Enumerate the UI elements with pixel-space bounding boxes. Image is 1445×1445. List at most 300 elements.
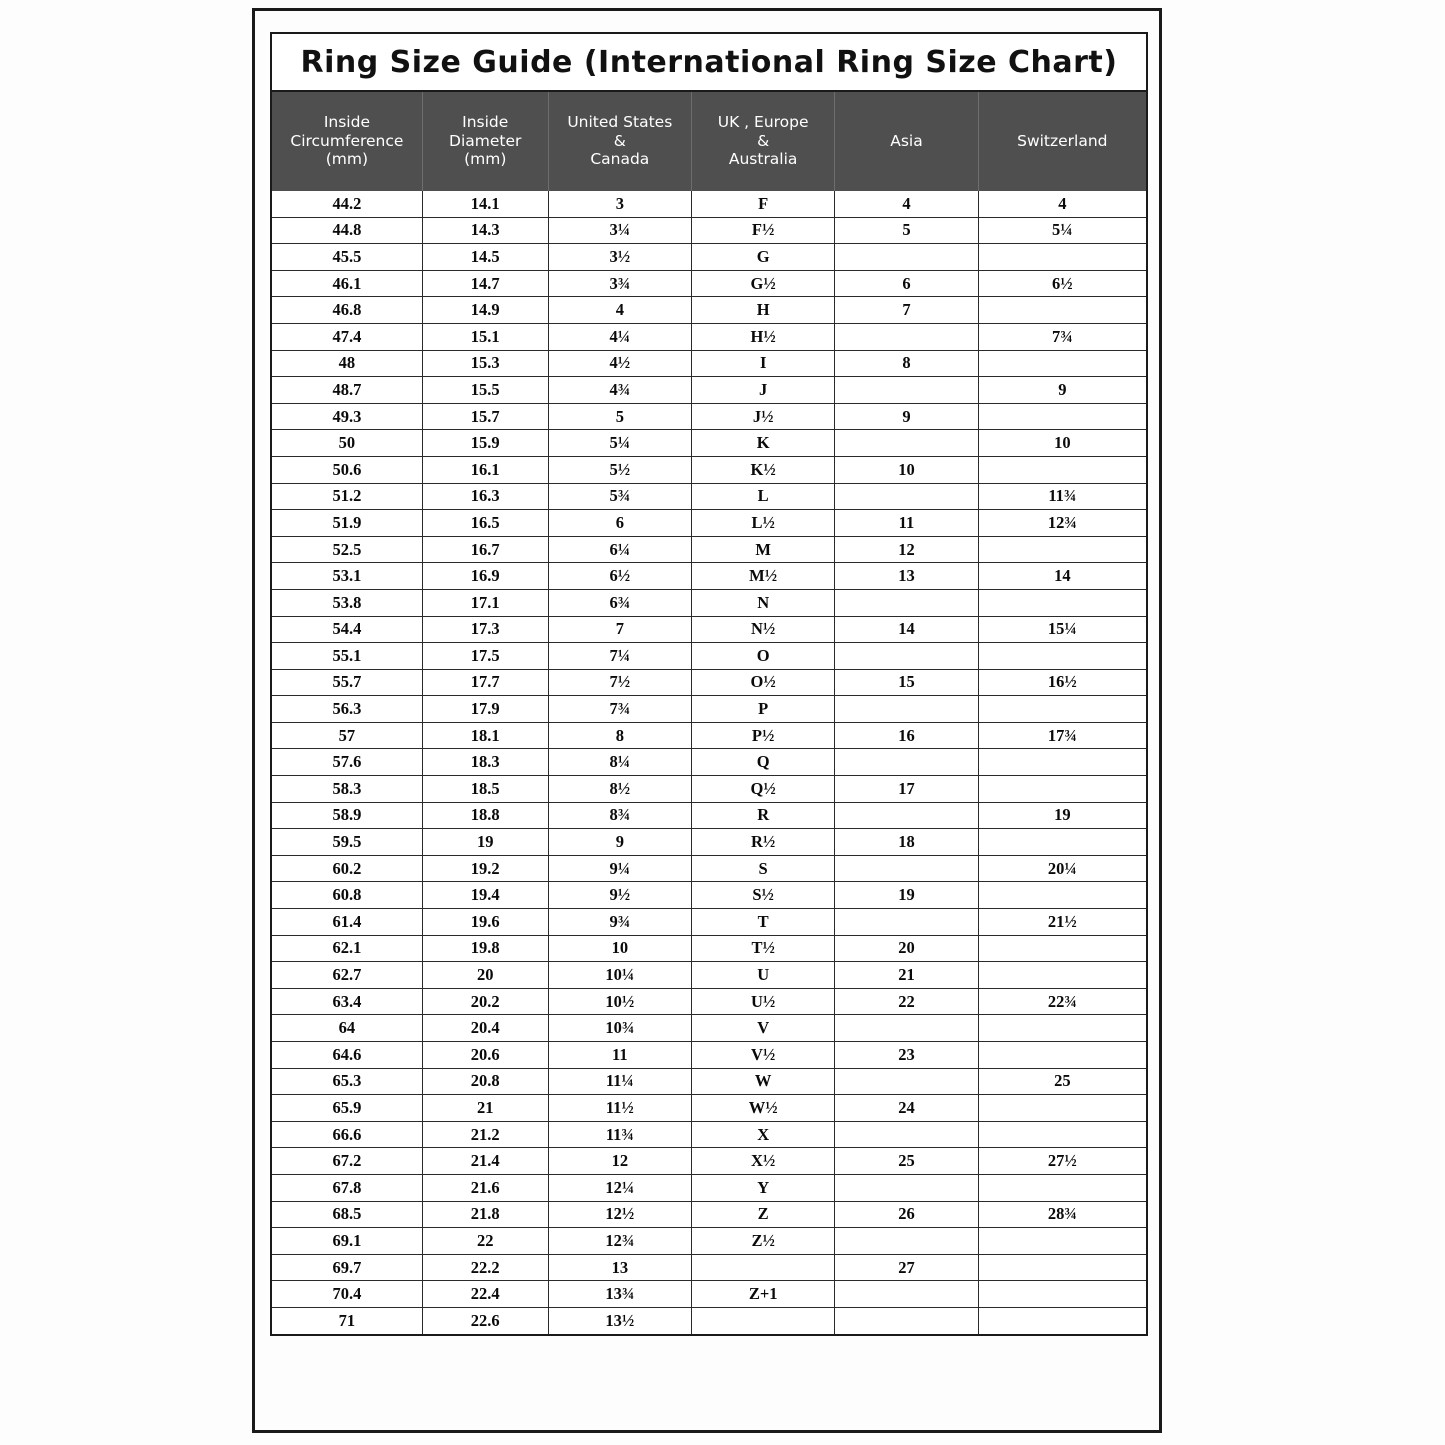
table-cell: J	[691, 377, 834, 404]
table-cell: Q½	[691, 776, 834, 803]
table-cell: 12	[548, 1148, 691, 1175]
table-cell: 6¼	[548, 536, 691, 563]
table-row	[272, 270, 1146, 297]
table-row	[272, 855, 1146, 882]
table-cell: I	[691, 350, 834, 377]
table-cell: 17.7	[422, 669, 548, 696]
table-cell	[978, 456, 1146, 483]
table-row	[272, 510, 1146, 537]
table-cell: S	[691, 855, 834, 882]
table-cell	[835, 1307, 978, 1333]
table-cell: 12¾	[548, 1228, 691, 1255]
table-cell: 4	[835, 191, 978, 217]
column-header-us-canada: United States & Canada	[548, 92, 691, 191]
table-cell: 7	[548, 616, 691, 643]
table-cell: W½	[691, 1095, 834, 1122]
table-row	[272, 589, 1146, 616]
table-cell	[835, 430, 978, 457]
table-cell	[978, 536, 1146, 563]
table-cell: 13¾	[548, 1281, 691, 1308]
table-cell	[835, 323, 978, 350]
table-cell: F½	[691, 217, 834, 244]
table-cell: O½	[691, 669, 834, 696]
table-cell: 9¾	[548, 909, 691, 936]
table-cell: 50	[272, 430, 422, 457]
table-cell: 57	[272, 722, 422, 749]
table-cell: R½	[691, 829, 834, 856]
table-cell: 63.4	[272, 988, 422, 1015]
table-cell: 7¾	[978, 323, 1146, 350]
ring-size-chart	[270, 32, 1148, 1336]
table-cell: R	[691, 802, 834, 829]
table-cell: 18.3	[422, 749, 548, 776]
table-cell: 14	[978, 563, 1146, 590]
column-header-inside-circumference: Inside Circumference (mm)	[272, 92, 422, 191]
table-row	[272, 882, 1146, 909]
table-row	[272, 669, 1146, 696]
table-cell: U	[691, 962, 834, 989]
table-row	[272, 377, 1146, 404]
table-cell	[835, 1228, 978, 1255]
table-cell: G	[691, 244, 834, 271]
table-cell: 67.2	[272, 1148, 422, 1175]
table-cell	[978, 696, 1146, 723]
table-cell: 18.8	[422, 802, 548, 829]
table-cell: 4¼	[548, 323, 691, 350]
table-cell: 20.6	[422, 1042, 548, 1069]
table-cell	[978, 1174, 1146, 1201]
table-cell: 15.3	[422, 350, 548, 377]
table-cell: 13½	[548, 1307, 691, 1333]
table-row	[272, 643, 1146, 670]
table-cell: 16.9	[422, 563, 548, 590]
table-cell: 12	[835, 536, 978, 563]
table-cell: X	[691, 1121, 834, 1148]
table-cell: 8¼	[548, 749, 691, 776]
table-row	[272, 1307, 1146, 1333]
table-cell: 15	[835, 669, 978, 696]
table-cell: 17¾	[978, 722, 1146, 749]
table-cell	[978, 350, 1146, 377]
table-cell: 11	[835, 510, 978, 537]
table-cell: 21.2	[422, 1121, 548, 1148]
table-cell	[835, 244, 978, 271]
table-cell: 19.8	[422, 935, 548, 962]
table-cell: 21.6	[422, 1174, 548, 1201]
table-cell: 67.8	[272, 1174, 422, 1201]
table-cell: 19	[978, 802, 1146, 829]
table-cell: M	[691, 536, 834, 563]
table-cell	[835, 855, 978, 882]
table-cell: 23	[835, 1042, 978, 1069]
table-cell: 9½	[548, 882, 691, 909]
table-cell	[978, 935, 1146, 962]
table-cell	[978, 829, 1146, 856]
page-border-left	[252, 8, 255, 1433]
table-cell: Q	[691, 749, 834, 776]
table-cell: 15.7	[422, 403, 548, 430]
table-cell: 20.2	[422, 988, 548, 1015]
table-cell: 53.8	[272, 589, 422, 616]
table-cell: 10	[548, 935, 691, 962]
table-cell: Z	[691, 1201, 834, 1228]
table-cell: 66.6	[272, 1121, 422, 1148]
table-cell: 9¼	[548, 855, 691, 882]
table-cell: 19.4	[422, 882, 548, 909]
table-cell: 7¼	[548, 643, 691, 670]
table-cell: S½	[691, 882, 834, 909]
table-cell: 22.2	[422, 1254, 548, 1281]
table-cell: 16	[835, 722, 978, 749]
table-row	[272, 191, 1146, 217]
table-cell	[978, 776, 1146, 803]
table-cell: 51.2	[272, 483, 422, 510]
table-cell: F	[691, 191, 834, 217]
table-row	[272, 1121, 1146, 1148]
table-cell	[835, 1068, 978, 1095]
table-cell: 22¾	[978, 988, 1146, 1015]
table-cell: 7½	[548, 669, 691, 696]
table-cell: 17	[835, 776, 978, 803]
table-cell: 62.7	[272, 962, 422, 989]
table-row	[272, 1254, 1146, 1281]
table-cell: 3½	[548, 244, 691, 271]
table-cell: N½	[691, 616, 834, 643]
table-cell: 19	[422, 829, 548, 856]
page-border-right	[1159, 8, 1162, 1433]
table-cell: 15.9	[422, 430, 548, 457]
table-cell: Y	[691, 1174, 834, 1201]
table-cell: 55.1	[272, 643, 422, 670]
table-cell: 5	[548, 403, 691, 430]
table-row	[272, 1228, 1146, 1255]
table-cell: 16.5	[422, 510, 548, 537]
table-cell: 16½	[978, 669, 1146, 696]
table-cell: 27½	[978, 1148, 1146, 1175]
table-row	[272, 829, 1146, 856]
table-cell: P½	[691, 722, 834, 749]
table-cell: 17.9	[422, 696, 548, 723]
table-cell: 20.8	[422, 1068, 548, 1095]
table-row	[272, 350, 1146, 377]
table-cell: 55.7	[272, 669, 422, 696]
table-cell: 50.6	[272, 456, 422, 483]
table-row	[272, 1068, 1146, 1095]
table-cell: 60.2	[272, 855, 422, 882]
table-row	[272, 244, 1146, 271]
table-cell: 69.7	[272, 1254, 422, 1281]
table-row	[272, 802, 1146, 829]
table-cell: 47.4	[272, 323, 422, 350]
table-cell: 11	[548, 1042, 691, 1069]
table-row	[272, 749, 1146, 776]
table-row	[272, 403, 1146, 430]
table-cell	[978, 1095, 1146, 1122]
table-cell: 10½	[548, 988, 691, 1015]
table-cell: 7	[835, 297, 978, 324]
table-body	[272, 191, 1146, 1334]
table-cell: 9	[835, 403, 978, 430]
table-cell: 64	[272, 1015, 422, 1042]
page-title: Ring Size Guide (International Ring Size Chart)	[272, 34, 1146, 92]
table-cell: 4½	[548, 350, 691, 377]
table-cell	[835, 1121, 978, 1148]
table-cell: H	[691, 297, 834, 324]
table-cell: J½	[691, 403, 834, 430]
table-cell: 8	[835, 350, 978, 377]
table-cell: 26	[835, 1201, 978, 1228]
table-cell	[835, 909, 978, 936]
table-cell: 14.5	[422, 244, 548, 271]
table-cell: 60.8	[272, 882, 422, 909]
table-cell: M½	[691, 563, 834, 590]
table-cell: 53.1	[272, 563, 422, 590]
table-cell: 64.6	[272, 1042, 422, 1069]
table-cell	[978, 297, 1146, 324]
table-cell: 70.4	[272, 1281, 422, 1308]
table-cell: 11½	[548, 1095, 691, 1122]
table-row	[272, 1174, 1146, 1201]
table-cell	[835, 696, 978, 723]
table-cell: 20¼	[978, 855, 1146, 882]
table-cell: 16.3	[422, 483, 548, 510]
table-cell: 8½	[548, 776, 691, 803]
table-cell: 22	[422, 1228, 548, 1255]
table-cell: 11¼	[548, 1068, 691, 1095]
table-row	[272, 1281, 1146, 1308]
table-cell: 48	[272, 350, 422, 377]
table-row	[272, 536, 1146, 563]
table-cell: 10	[835, 456, 978, 483]
table-cell	[978, 1281, 1146, 1308]
table-cell: 5	[835, 217, 978, 244]
table-cell: T½	[691, 935, 834, 962]
table-cell: 5¼	[978, 217, 1146, 244]
table-cell: 71	[272, 1307, 422, 1333]
table-cell: 58.3	[272, 776, 422, 803]
table-row	[272, 1095, 1146, 1122]
table-cell: 21	[422, 1095, 548, 1122]
table-cell: 10¾	[548, 1015, 691, 1042]
table-cell: 25	[978, 1068, 1146, 1095]
table-cell: 48.7	[272, 377, 422, 404]
table-cell: L	[691, 483, 834, 510]
table-cell: 14.1	[422, 191, 548, 217]
table-cell: 65.9	[272, 1095, 422, 1122]
table-cell: 52.5	[272, 536, 422, 563]
table-cell: 13	[548, 1254, 691, 1281]
table-cell: 21.8	[422, 1201, 548, 1228]
table-cell: 49.3	[272, 403, 422, 430]
table-cell: 46.1	[272, 270, 422, 297]
table-cell: 9	[548, 829, 691, 856]
table-row	[272, 935, 1146, 962]
table-cell	[978, 643, 1146, 670]
table-cell: 6½	[978, 270, 1146, 297]
table-cell	[835, 483, 978, 510]
table-cell	[978, 1042, 1146, 1069]
table-cell	[978, 882, 1146, 909]
table-row	[272, 430, 1146, 457]
column-header-switzerland: Switzerland	[978, 92, 1146, 191]
table-cell: 14.7	[422, 270, 548, 297]
table-cell: Z+1	[691, 1281, 834, 1308]
table-cell: L½	[691, 510, 834, 537]
ring-size-table	[272, 92, 1146, 1334]
table-cell: 51.9	[272, 510, 422, 537]
table-cell: V½	[691, 1042, 834, 1069]
table-cell: 5¾	[548, 483, 691, 510]
page-border-bottom	[252, 1430, 1162, 1433]
table-cell: 61.4	[272, 909, 422, 936]
table-row	[272, 1201, 1146, 1228]
table-cell: 10	[978, 430, 1146, 457]
table-cell: 19.2	[422, 855, 548, 882]
table-cell: 8¾	[548, 802, 691, 829]
table-cell: 15¼	[978, 616, 1146, 643]
table-cell: 8	[548, 722, 691, 749]
table-cell: 21	[835, 962, 978, 989]
table-cell: 19.6	[422, 909, 548, 936]
table-cell: Z½	[691, 1228, 834, 1255]
table-cell	[835, 1174, 978, 1201]
table-cell: 57.6	[272, 749, 422, 776]
table-cell: O	[691, 643, 834, 670]
table-cell	[835, 643, 978, 670]
table-cell: 65.3	[272, 1068, 422, 1095]
table-row	[272, 1015, 1146, 1042]
table-cell: 20	[835, 935, 978, 962]
table-cell: 20	[422, 962, 548, 989]
table-cell: 16.7	[422, 536, 548, 563]
table-row	[272, 323, 1146, 350]
table-cell: 22.6	[422, 1307, 548, 1333]
table-row	[272, 563, 1146, 590]
table-cell: 56.3	[272, 696, 422, 723]
table-cell: 45.5	[272, 244, 422, 271]
table-cell: 5½	[548, 456, 691, 483]
table-cell	[978, 244, 1146, 271]
table-cell: 16.1	[422, 456, 548, 483]
table-cell: 18.1	[422, 722, 548, 749]
table-cell: 24	[835, 1095, 978, 1122]
table-cell: 21.4	[422, 1148, 548, 1175]
column-header-asia: Asia	[835, 92, 978, 191]
table-cell	[978, 749, 1146, 776]
table-cell: G½	[691, 270, 834, 297]
table-row	[272, 483, 1146, 510]
table-cell: 4	[548, 297, 691, 324]
table-cell: 12½	[548, 1201, 691, 1228]
table-cell: 4	[1058, 193, 1067, 213]
table-cell	[978, 589, 1146, 616]
table-row	[272, 962, 1146, 989]
table-cell: K½	[691, 456, 834, 483]
table-cell: 14.9	[422, 297, 548, 324]
table-row	[272, 1148, 1146, 1175]
table-row	[272, 696, 1146, 723]
table-row	[272, 1042, 1146, 1069]
table-cell: K	[691, 430, 834, 457]
table-row	[272, 616, 1146, 643]
table-cell: 10¼	[548, 962, 691, 989]
table-cell: 54.4	[272, 616, 422, 643]
table-row	[272, 722, 1146, 749]
table-row	[272, 988, 1146, 1015]
table-cell	[978, 1228, 1146, 1255]
table-cell: 44.2	[272, 191, 422, 217]
table-cell: 6½	[548, 563, 691, 590]
table-cell	[978, 1307, 1146, 1333]
table-cell: 15.1	[422, 323, 548, 350]
table-row	[272, 909, 1146, 936]
table-cell: 14.3	[422, 217, 548, 244]
table-cell	[978, 1015, 1146, 1042]
table-cell: 6	[835, 270, 978, 297]
table-cell: 46.8	[272, 297, 422, 324]
table-cell: 3¾	[548, 270, 691, 297]
table-cell: N	[691, 589, 834, 616]
table-cell: 15.5	[422, 377, 548, 404]
table-cell	[835, 802, 978, 829]
table-cell	[691, 1254, 834, 1281]
table-cell: 17.1	[422, 589, 548, 616]
table-cell: 69.1	[272, 1228, 422, 1255]
table-cell: U½	[691, 988, 834, 1015]
table-cell: 17.3	[422, 616, 548, 643]
page-border-top	[252, 8, 1162, 11]
table-cell: 59.5	[272, 829, 422, 856]
table-cell: T	[691, 909, 834, 936]
table-cell: 14	[835, 616, 978, 643]
table-cell: 21½	[978, 909, 1146, 936]
table-cell: 6¾	[548, 589, 691, 616]
table-row	[272, 217, 1146, 244]
table-cell: 44.8	[272, 217, 422, 244]
table-cell: 19	[835, 882, 978, 909]
table-cell: 25	[835, 1148, 978, 1175]
table-cell	[835, 749, 978, 776]
table-cell: 12¾	[978, 510, 1146, 537]
table-cell	[835, 1015, 978, 1042]
column-header-uk-europe-australia: UK , Europe & Australia	[691, 92, 834, 191]
table-cell: 3	[548, 191, 691, 217]
table-cell: 18	[835, 829, 978, 856]
table-cell: 6	[548, 510, 691, 537]
table-cell: 3¼	[548, 217, 691, 244]
table-cell: 12¼	[548, 1174, 691, 1201]
table-cell: 22.4	[422, 1281, 548, 1308]
table-cell: H½	[691, 323, 834, 350]
table-row	[272, 456, 1146, 483]
table-cell: 9	[978, 377, 1146, 404]
table-cell: P	[691, 696, 834, 723]
table-cell: 17.5	[422, 643, 548, 670]
table-cell: 22	[835, 988, 978, 1015]
table-cell	[978, 403, 1146, 430]
table-cell	[835, 1281, 978, 1308]
table-cell: X½	[691, 1148, 834, 1175]
table-row	[272, 776, 1146, 803]
table-cell: 4¾	[548, 377, 691, 404]
table-cell: 58.9	[272, 802, 422, 829]
table-cell	[978, 1121, 1146, 1148]
table-row	[272, 297, 1146, 324]
table-cell: 18.5	[422, 776, 548, 803]
table-cell: V	[691, 1015, 834, 1042]
table-cell	[978, 962, 1146, 989]
table-cell: 62.1	[272, 935, 422, 962]
